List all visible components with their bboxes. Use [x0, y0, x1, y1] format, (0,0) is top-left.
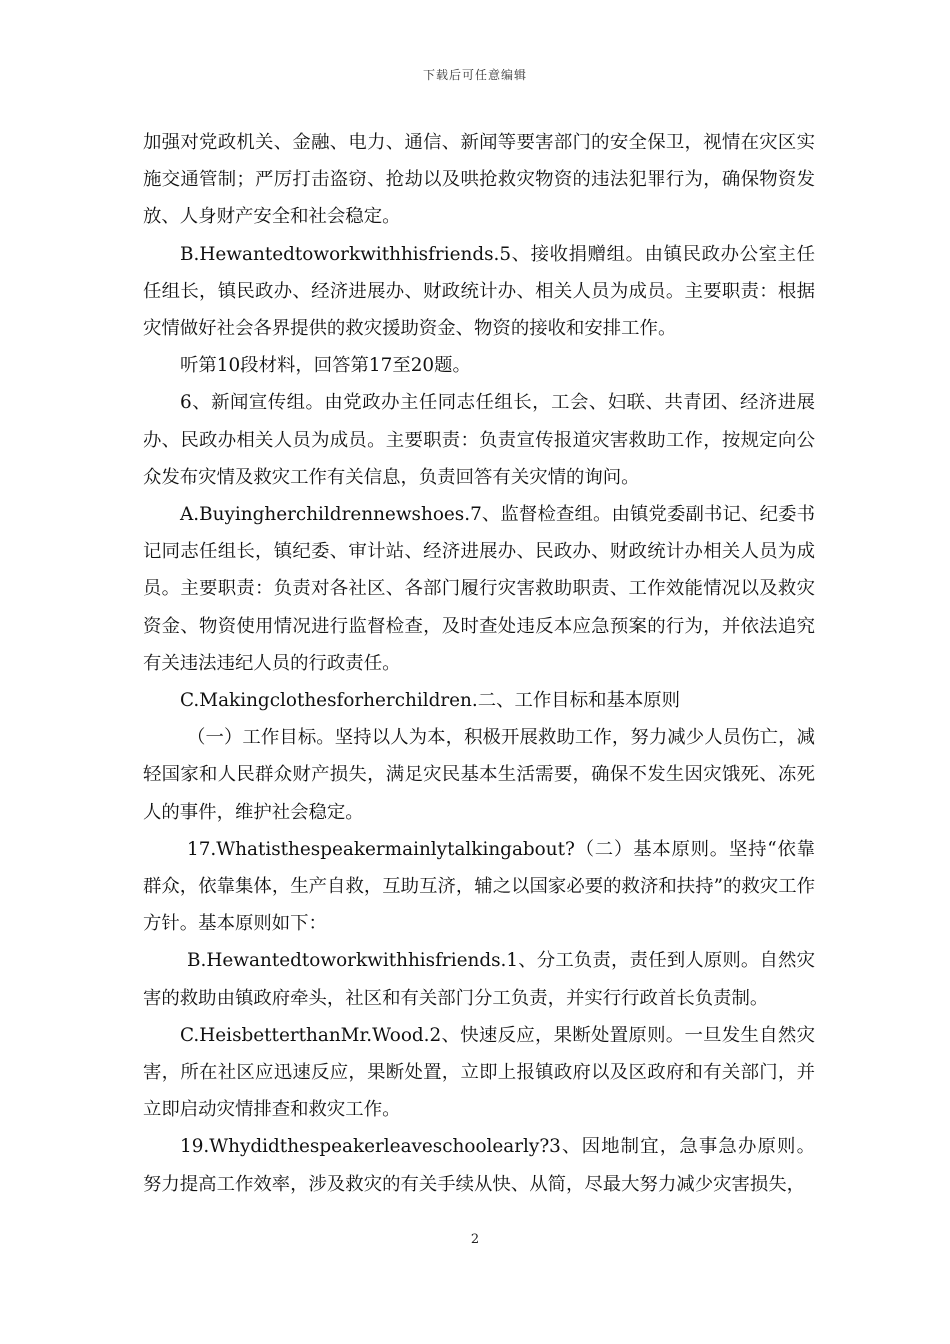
paragraph-principle-3: 19.Whydidthespeakerleaveschoolearly?3、因地制宜，急事急办原则。努力提高工作效率，涉及救灾的有关手续从快、从简，尽最大努力减少灾害损失，	[143, 1136, 815, 1195]
paragraph-donation-group: B.Hewantedtoworkwithhisfriends.5、接收捐赠组。由镇民政办公室主任任组长，镇民政办、经济进展办、财政统计办、相关人员为成员。主要职责：根据灾情做好社会各界提供的救灾援助资金、物资的接收和安排工作。	[143, 243, 815, 340]
paragraph-principle-2: C.HeisbetterthanMr.Wood.2、快速反应，果断处置原则。一旦发生自然灾害，所在社区应迅速反应，果断处置，立即上报镇政府以及区政府和有关部门，并立即启动灾情排查和救灾工作。	[143, 1024, 815, 1121]
paragraph-principle-1: B.Hewantedtoworkwithhisfriends.1、分工负责，责任到人原则。自然灾害的救助由镇政府牵头，社区和有关部门分工负责，并实行行政首长负责制。	[143, 950, 815, 1009]
paragraph-security: 加强对党政机关、金融、电力、通信、新闻等要害部门的安全保卫，视情在灾区实施交通管制；严厉打击盗窃、抢劫以及哄抢救灾物资的违法犯罪行为，确保物资发放、人身财产安全和社会稳定。	[143, 132, 815, 228]
paragraph-work-goal: （一）工作目标。坚持以人为本，积极开展救助工作，努力减少人员伤亡，减轻国家和人民群众财产损失，满足灾民基本生活需要，确保不发生因灾饿死、冻死人的事件，维护社会稳定。	[143, 727, 815, 823]
paragraph-basic-principles: 17.Whatisthespeakermainlytalkingabout?（二）基本原则。坚持“依靠群众，依靠集体，生产自救，互助互济，辅之以国家必要的救济和扶持”的救灾工作方针。基本原则如下：	[143, 838, 815, 935]
paragraph-supervision-group: A.Buyingherchildrennewshoes.7、监督检查组。由镇党委副书记、纪委书记同志任组长，镇纪委、审计站、经济进展办、民政办、财政统计办相关人员为成员。主要职责：负责对各社区、各部门履行灾害救助职责、工作效能情况以及救灾资金、物资使用情况进行监督检查，及时查处违反本应急预案的行为，并依法追究有关违法违纪人员的行政责任。	[143, 504, 815, 674]
page-number: 2	[470, 1232, 480, 1247]
document-body	[143, 124, 815, 1203]
paragraph-section-heading: C.Makingclothesforherchildren.二、工作目标和基本原则	[180, 690, 681, 712]
paragraph-publicity-group: 6、新闻宣传组。由党政办主任同志任组长，工会、妇联、共青团、经济进展办、民政办相关人员为成员。主要职责：负责宣传报道灾害救助工作，按规定向公众发布灾情及救灾工作有关信息，负责回答有关灾情的询问。	[143, 392, 815, 488]
page-header: 下载后可任意编辑	[422, 68, 527, 82]
paragraph-listening-instruction: 听第10段材料，回答第17至20题。	[180, 355, 471, 377]
